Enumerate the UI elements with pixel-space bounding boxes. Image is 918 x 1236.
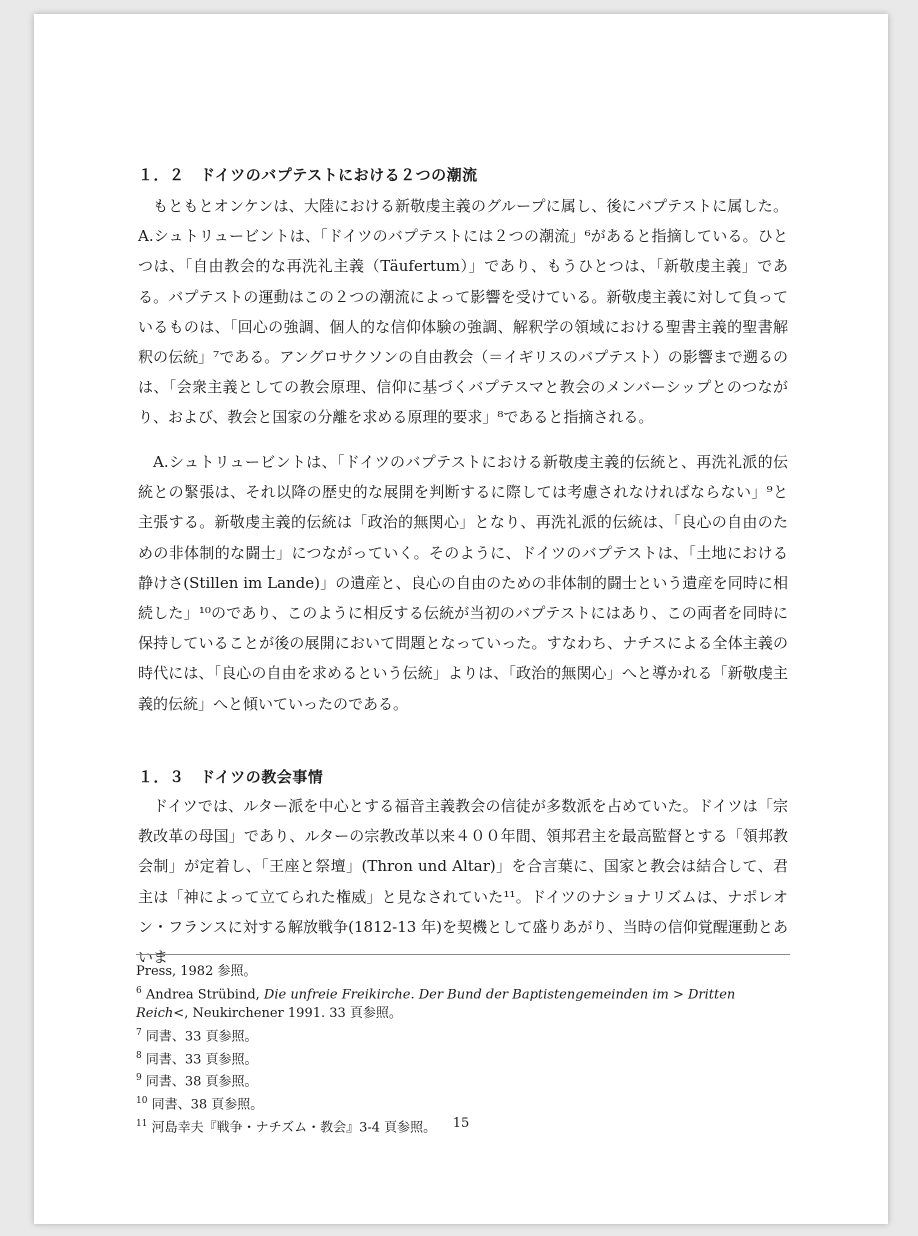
footnote-number: 10 [136, 1096, 148, 1107]
footnote-number: 6 [136, 985, 142, 996]
footnote-text: 同書、38 頁参照。 [151, 1097, 264, 1113]
section-heading-1-2: １．２ ドイツのバプテストにおける２つの潮流 [138, 166, 478, 184]
paragraph-1-2-a: もともとオンケンは、大陸における新敬虔主義のグループに属し、後にバプテストに属した。A.シュトリュービントは、「ドイツのバプテストには２つの潮流」⁶があると指摘している。ひとつは、「自由教会的な再洗礼主義（Täufertum）」であり、もうひとつは、「新敬虔主義」である。バプテストの運動はこの２つの潮流によって影響を受けている。新敬虔主義に対して負っているものは、「回心の強調、個人的な信仰体験の強調、解釈学の領域における聖書主義的聖書解釈の伝統」⁷である。アングロサクソンの自由教会（＝イギリスのバプテスト）の影響まで遡るのは、「会衆主義としての教会原理、信仰に基づくバプテスマと教会のメンバーシップとのつながり、および、教会と国家の分離を求める原理的要求」⁸であると指摘される。 [138, 197, 788, 427]
footnote-continuation: Press, 1982 参照。 [136, 964, 257, 979]
paragraph-1-3-a: ドイツでは、ルター派を中心とする福音主義教会の信徒が多数派を占めていた。ドイツは「宗教改革の母国」であり、ルターの宗教改革以来４００年間、領邦君主を最高監督とする「領邦教会制」が定着し、「王座と祭壇」(Thron und Altar)」を合言葉に、国家と教会は結合して、君主は「神によって立てられた権威」と見なされていた¹¹。ドイツのナショナリズムは、ナポレオン・フランスに対する解放戦争(1812-13 年)を契機として盛りあがり、当時の信仰覚醒運動とあいま [138, 797, 788, 967]
footnote-publisher: , Neukirchener 1991. 33 頁参照。 [184, 1006, 402, 1022]
footnote-text: 同書、38 頁参照。 [145, 1074, 258, 1090]
footnote-book-title: Die unfreie Freikirche. Der Bund der Baptistengemeinden im > Dritten Reich< [136, 986, 736, 1022]
footnote-8 [136, 1047, 790, 1070]
page-number: 15 [452, 1116, 470, 1131]
footnote-6 [136, 982, 790, 1024]
footnote-divider [136, 954, 790, 955]
footnote-author: Andrea Strübind, [145, 986, 264, 1002]
footnote-10 [136, 1092, 790, 1115]
footnote-number: 7 [136, 1027, 142, 1038]
footnote-number: 11 [136, 1119, 148, 1130]
footnote-7 [136, 1024, 790, 1047]
footnote-text: 同書、33 頁参照。 [145, 1051, 258, 1067]
section-heading-1-3: １．３ ドイツの教会事情 [138, 768, 324, 786]
document-page [34, 14, 888, 1224]
footnote-number: 9 [136, 1073, 142, 1084]
paragraph-1-2-b: A.シュトリュービントは、「ドイツのバプテストにおける新敬虔主義的伝統と、再洗礼派的伝統との緊張は、それ以降の歴史的な展開を判断するに際しては考慮されなければならない」⁹と主張する。新敬虔主義的伝統は「政治的無関心」となり、再洗礼派的伝統は、「良心の自由のための非体制的な闘士」につながっていく。そのように、ドイツのバプテストは、「土地における静けさ(Stillen im Lande)」の遺産と、良心の自由のための非体制的闘士という遺産を同時に相続した」¹⁰のであり、このように相反する伝統が当初のバプテストにはあり、この両者を同時に保持していることが後の展開において問題となっていった。すなわち、ナチスによる全体主義の時代には、「良心の自由を求めるという伝統」よりは、「政治的無関心」へと導かれる「新敬虔主義的伝統」へと傾いていったのである。 [138, 453, 788, 713]
footnote-text: 河島幸夫『戦争・ナチズム・教会』3-4 頁参照。 [151, 1120, 437, 1136]
footnote-text: 同書、33 頁参照。 [145, 1029, 258, 1045]
footnote-9 [136, 1069, 790, 1092]
footnote-number: 8 [136, 1050, 142, 1061]
footnotes [136, 962, 790, 1138]
